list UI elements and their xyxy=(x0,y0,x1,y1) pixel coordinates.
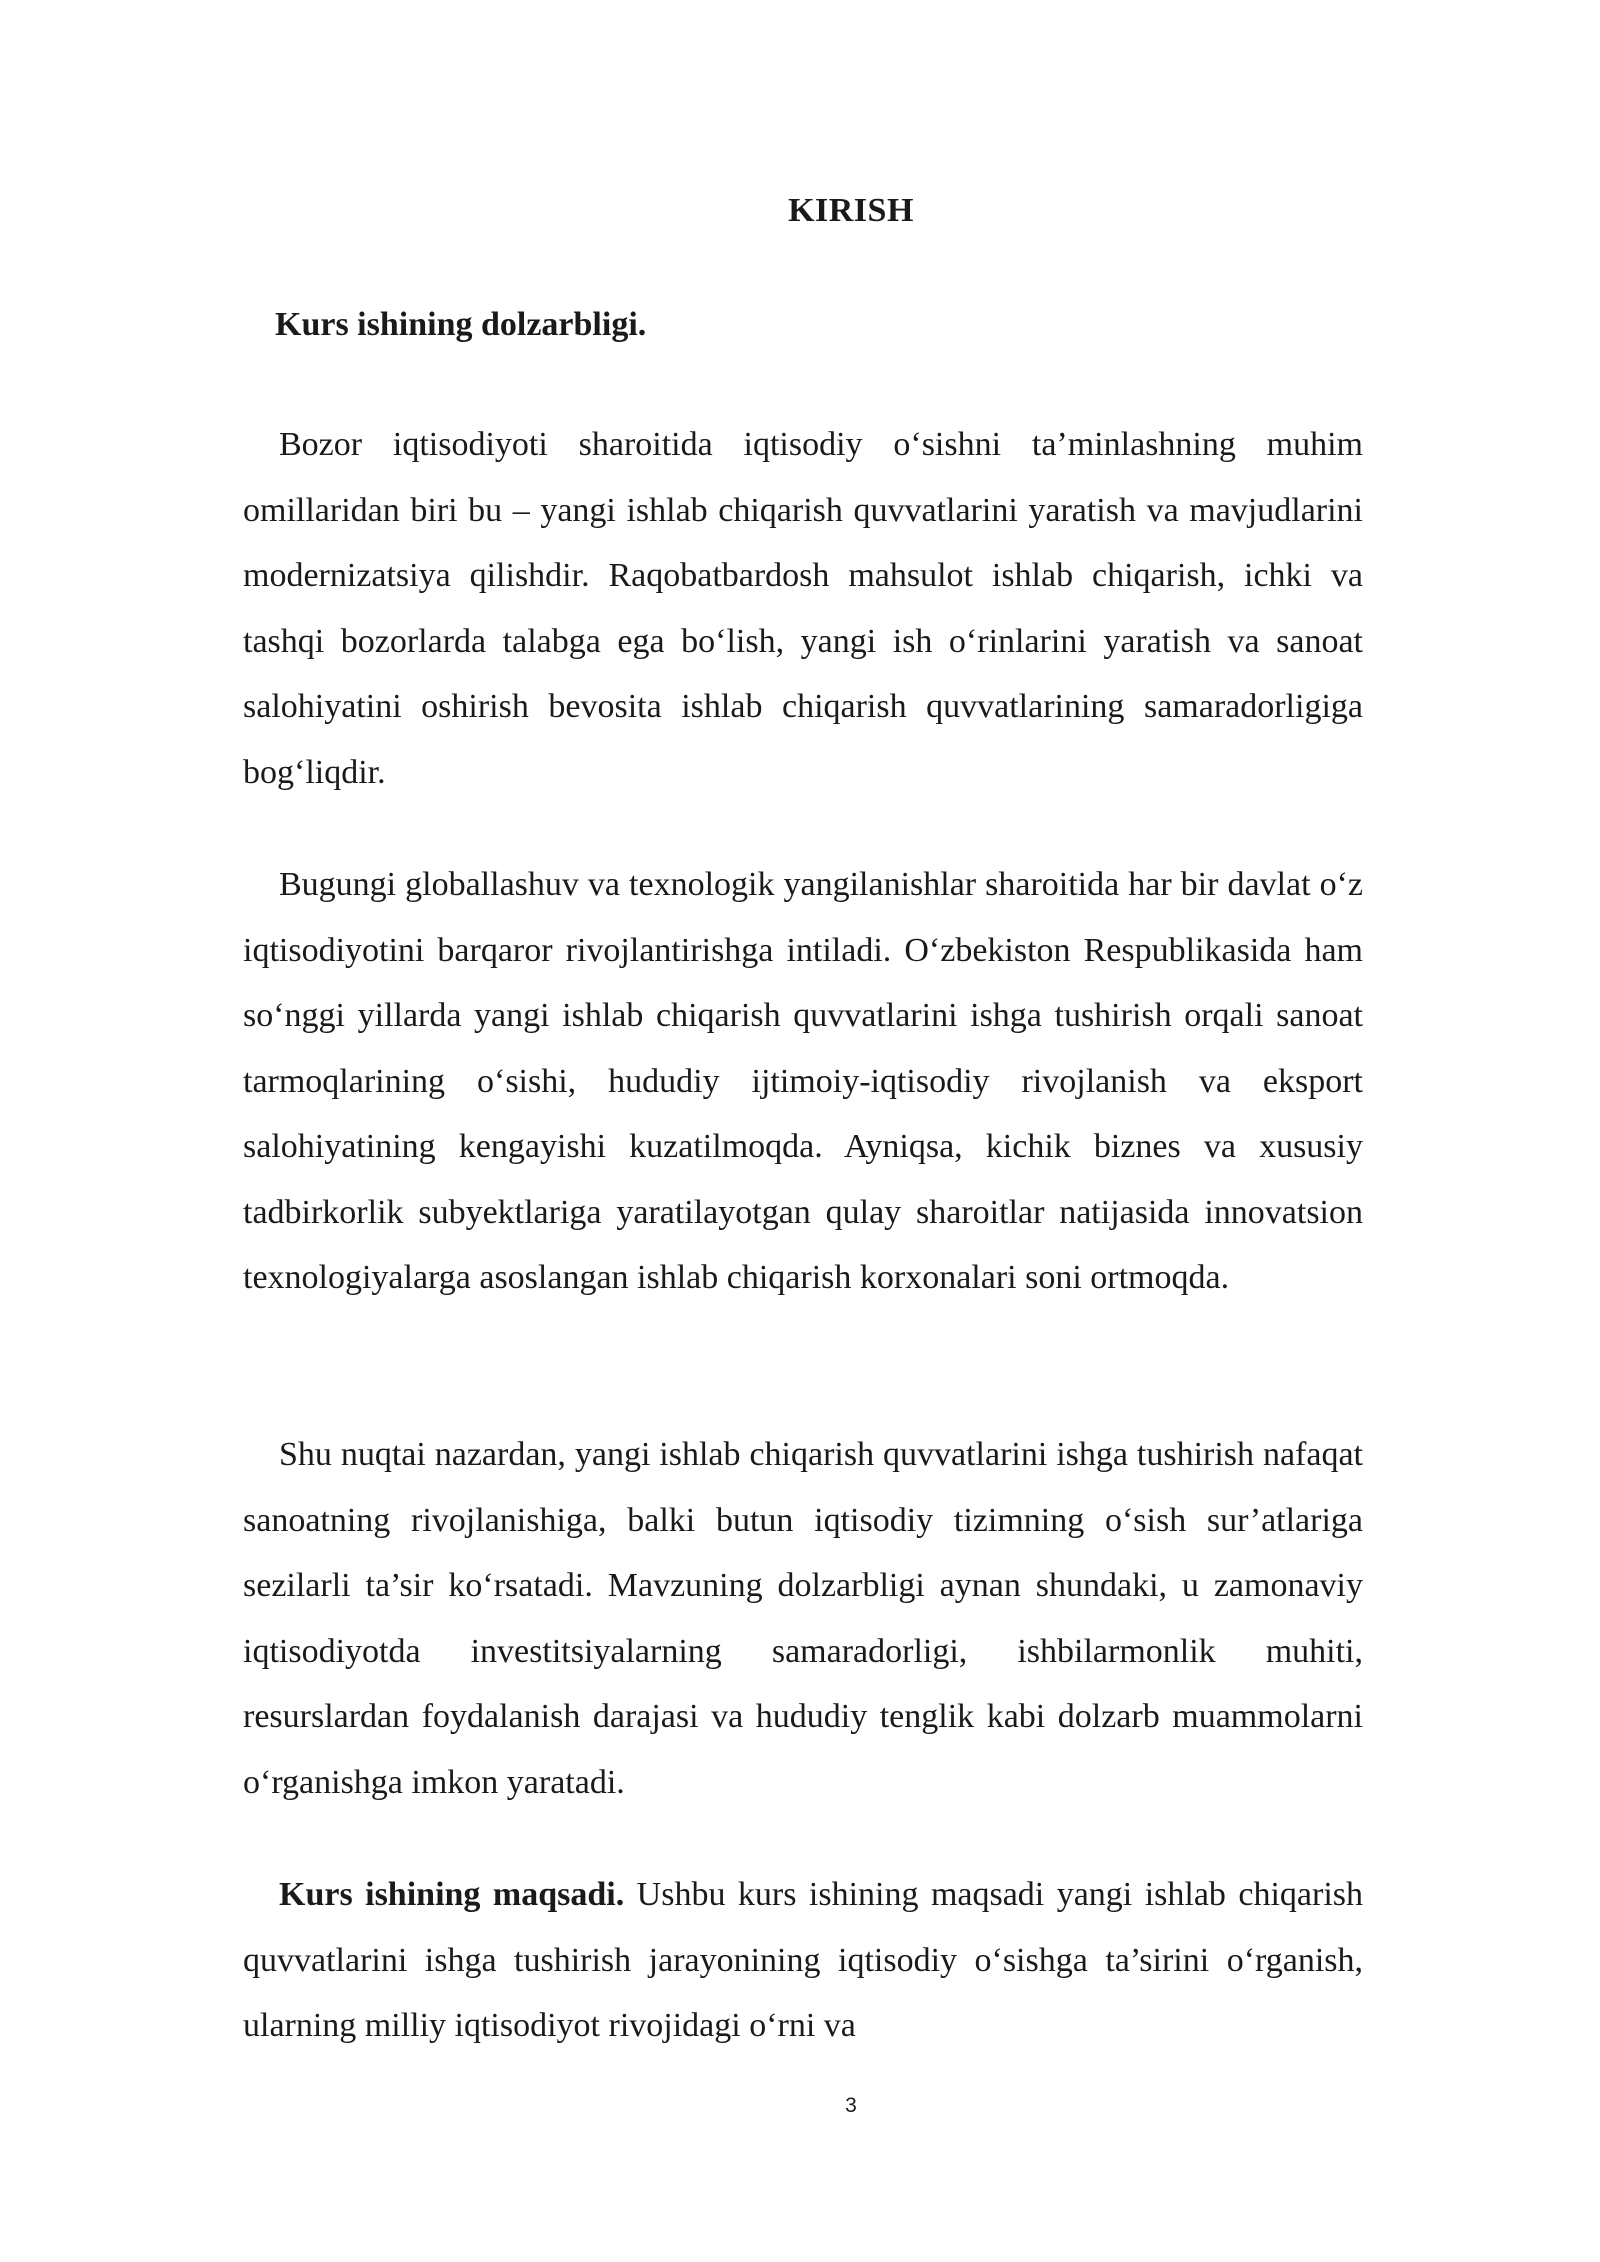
page-title: KIRISH xyxy=(788,192,914,229)
paragraph-text: Bozor iqtisodiyoti sharoitida iqtisodiy o‘sishni ta’minlashning muhim omillaridan biri bu – yangi ishlab chiqarish quvvatlarini yaratish va mavjudlarini modernizatsiya qilishdir. Raqobatbardosh mahsulot ishlab chiqarish, ichki va tashqi bozorlarda talabga ega bo‘lish, yangi ish o‘rinlarini yaratish va sanoat salohiyatini oshirish bevosita ishlab chiqarish quvvatlarining samaradorligiga bog‘liqdir. xyxy=(243,426,1363,791)
paragraph-text: Ushbu kurs ishining maqsadi yangi ishlab chiqarish quvvatlarini ishga tushirish jarayonining iqtisodiy o‘sishga ta’sirini o‘rganish, ularning milliy iqtisodiyot rivojidagi o‘rni va xyxy=(243,1876,1363,2044)
paragraph xyxy=(243,1422,1363,1815)
paragraph-text: Shu nuqtai nazardan, yangi ishlab chiqarish quvvatlarini ishga tushirish nafaqat sanoatning rivojlanishiga, balki butun iqtisodiy tizimning o‘sish sur’atlariga sezilarli ta’sir ko‘rsatadi. Mavzuning dolzarbligi aynan shundaki, u zamonaviy iqtisodiyotda investitsiyalarning samaradorligi, ishbilarmonlik muhiti, resurslardan foydalanish darajasi va hududiy tenglik kabi dolzarb muammolarni o‘rganishga imkon yaratadi. xyxy=(243,1436,1363,1801)
paragraph xyxy=(243,852,1363,1311)
section-heading: Kurs ishining dolzarbligi. xyxy=(275,306,647,343)
paragraph xyxy=(243,412,1363,805)
page-number: 3 xyxy=(845,2094,857,2117)
paragraph-text: Bugungi globallashuv va texnologik yangilanishlar sharoitida har bir davlat o‘z iqtisodiyotini barqaror rivojlantirishga intiladi. O‘zbekiston Respublikasida ham so‘nggi yillarda yangi ishlab chiqarish quvvatlarini ishga tushirish orqali sanoat tarmoqlarining o‘sishi, hududiy ijtimoiy-iqtisodiy rivojlanish va eksport salohiyatining kengayishi kuzatilmoqda. Ayniqsa, kichik biznes va xususiy tadbirkorlik subyektlariga yaratilayotgan qulay sharoitlar natijasida innovatsion texnologiyalarga asoslangan ishlab chiqarish korxonalari soni ortmoqda. xyxy=(243,866,1363,1296)
paragraph xyxy=(243,1862,1363,2059)
paragraph-lead: Kurs ishining maqsadi. xyxy=(279,1876,625,1913)
